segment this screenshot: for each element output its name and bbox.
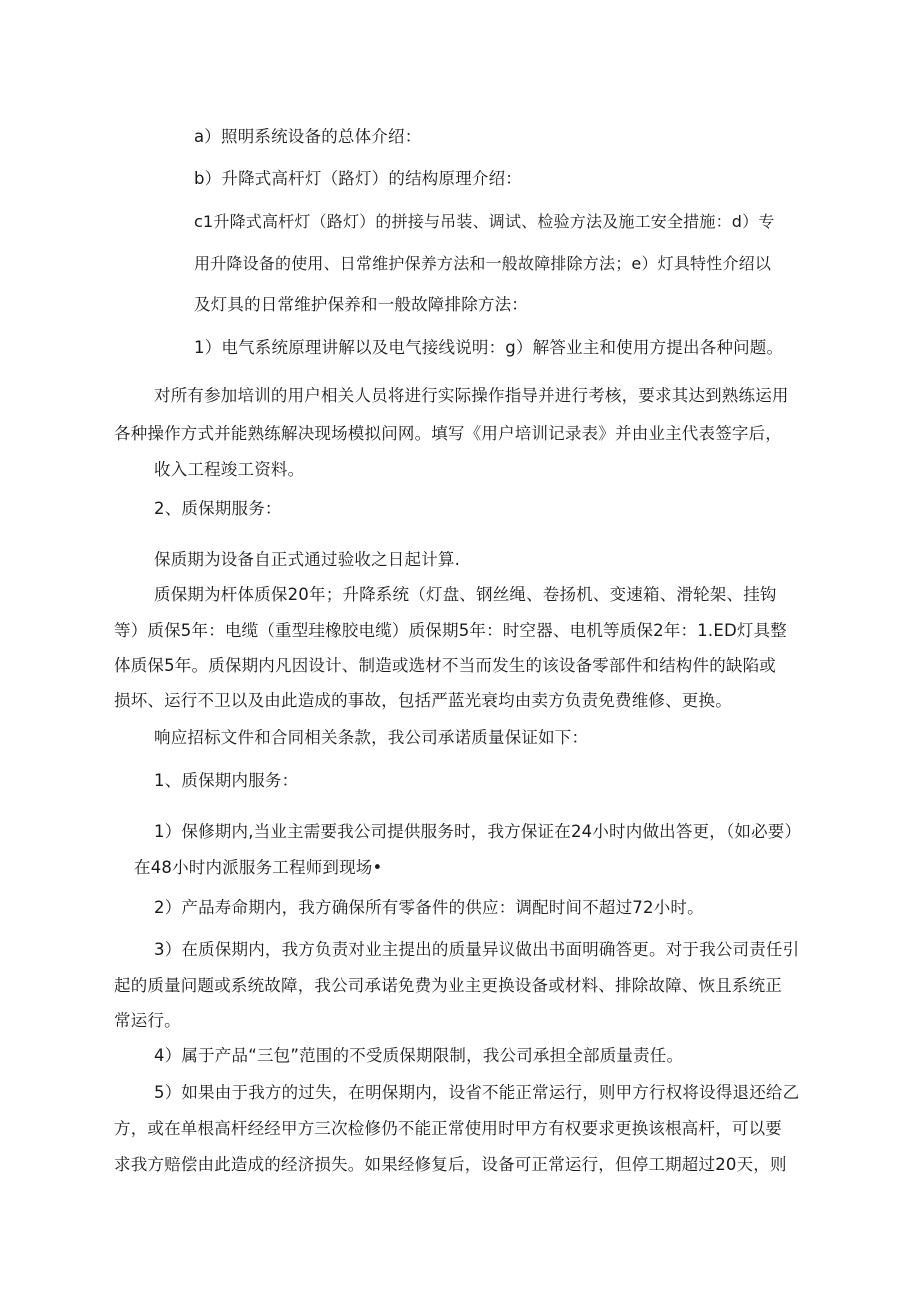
commitment-1-line2: 在48小时内派服务工程师到现场• [134,858,383,877]
warranty-start-note: 保质期为设备自正式通过验收之日起计算. [154,550,461,569]
commitment-1-line1: 1）保修期内,当业主需要我公司提供服务时，我方保证在24小时内做出答更，（如必要） [154,822,802,841]
commitment-3-line1: 3）在质保期内，我方负责对业主提出的质量异议做出书面明确答更。对于我公司责任引 [154,940,800,959]
warranty-terms-line4: 损坏、运行不卫以及由此造成的事故，包括严蓝光衰均由卖方负责免费维修、更换。 [114,691,732,710]
commitment-3-line2: 起的质量问题或系统故障，我公司承诺免费为业主更换设备或材料、排除故障、恢且系统正 [114,976,782,995]
section-heading-warranty-service: 2、质保期服务： [154,499,282,518]
section-heading-in-warranty-service: 1、质保期内服务： [154,771,299,790]
training-item-f: 1）电气系统原理讲解以及电气接线说明：g）解答业主和使用方提出各种问题。 [194,338,784,357]
warranty-terms-line1: 质保期为杆体质保20年；升降系统（灯盘、钢丝绳、卷扬机、变速箱、滑轮架、挂钩 [154,585,777,604]
training-item-c-line3: 及灯具的日常维护保养和一般故障排除方法： [194,295,528,314]
commitment-2: 2）产品寿命期内，我方确保所有零备件的供应：调配时间不超过72小时。 [154,898,704,917]
training-item-a: a）照明系统设备的总体介绍： [194,127,422,146]
training-item-b: b）升降式高杆灯（路灯）的结构原理介绍： [194,169,522,188]
commitment-5-line3: 求我方赔偿由此造成的经济损失。如果经修复后，设备可正常运行，但停工期超过20天，则 [114,1155,787,1174]
assessment-paragraph-line1: 对所有参加培训的用户相关人员将进行实际操作指导并进行考核，要求其达到熟练运用 [154,386,789,405]
warranty-terms-line3: 体质保5年。质保期内凡因设计、制造或选材不当而发生的该设备零部件和结构件的缺陷或 [114,656,776,675]
assessment-paragraph-line3: 收入工程竣工资料。 [154,460,305,479]
assessment-paragraph-line2: 各种操作方式并能熟练解决现场模拟问网。填写《用户培训记录表》并由业主代表签字后， [114,424,782,443]
training-item-c-line1: c1升降式高杆灯（路灯）的拼接与吊装、调试、检验方法及施工安全措施：d）专 [194,212,775,231]
commitment-5-line1: 5）如果由于我方的过失，在明保期内，设省不能正常运行，则甲方行权将设得退还给乙 [154,1083,800,1102]
commitment-4: 4）属于产品“三包”范围的不受质保期限制，我公司承担全部质量责任。 [154,1046,684,1065]
warranty-terms-line2: 等）质保5年：电缆（重型珪橡胶电缆）质保期5年：时空器、电机等质保2年：1.ED灯具整 [114,621,787,640]
commitment-intro: 响应招标文件和合同相关条款，我公司承诺质量保证如下： [154,728,589,747]
training-item-c-line2: 用升降设备的使用、日常维护保养方法和一般故障排除方法；e）灯具特性介绍以 [194,254,772,273]
commitment-3-line3: 常运行。 [114,1011,181,1030]
commitment-5-line2: 方，或在单根高杆经经甲方三次检修仍不能正常使用时甲方有权要求更换该根高杆，可以要 [114,1119,782,1138]
